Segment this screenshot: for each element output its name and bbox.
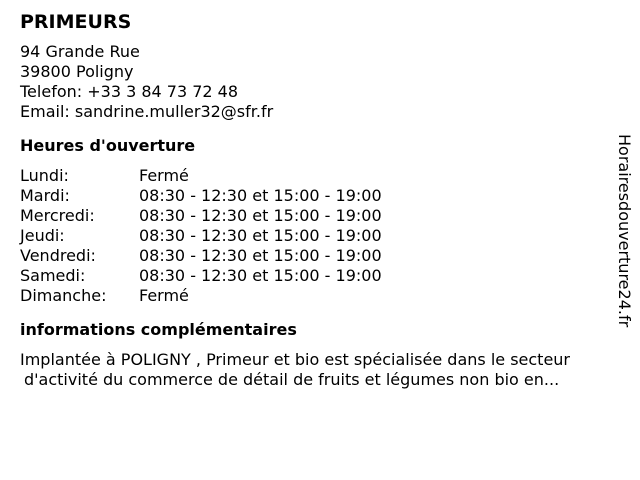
- phone-number: Telefon: +33 3 84 73 72 48: [20, 82, 239, 101]
- day-hours: 08:30 - 12:30 et 15:00 - 19:00: [139, 186, 382, 205]
- description-line-2: d'activité du commerce de détail de fruits et légumes non bio en...: [24, 370, 560, 389]
- hours-row-sunday: [20, 286, 610, 306]
- hours-row-friday: [20, 246, 610, 266]
- site-watermark: Horairesdouverture24.fr: [615, 134, 634, 328]
- address-line-1: 94 Grande Rue: [20, 42, 140, 61]
- business-name: PRIMEURS: [20, 11, 132, 33]
- hours-row-saturday: [20, 266, 610, 286]
- day-hours: Fermé: [139, 166, 189, 185]
- description-line-1: Implantée à POLIGNY , Primeur et bio est spécialisée dans le secteur: [20, 350, 570, 369]
- email-address: Email: sandrine.muller32@sfr.fr: [20, 102, 274, 121]
- day-label: Jeudi:: [20, 226, 65, 245]
- hours-row-monday: [20, 166, 610, 186]
- opening-hours-table: [20, 166, 610, 306]
- day-hours: Fermé: [139, 286, 189, 305]
- day-label: Mercredi:: [20, 206, 95, 225]
- day-label: Lundi:: [20, 166, 69, 185]
- day-label: Dimanche:: [20, 286, 107, 305]
- address-line-2: 39800 Poligny: [20, 62, 134, 81]
- day-hours: 08:30 - 12:30 et 15:00 - 19:00: [139, 206, 382, 225]
- day-hours: 08:30 - 12:30 et 15:00 - 19:00: [139, 226, 382, 245]
- day-hours: 08:30 - 12:30 et 15:00 - 19:00: [139, 266, 382, 285]
- day-label: Mardi:: [20, 186, 70, 205]
- day-label: Vendredi:: [20, 246, 96, 265]
- business-card: [20, 10, 610, 390]
- opening-hours-heading: Heures d'ouverture: [20, 136, 196, 155]
- day-label: Samedi:: [20, 266, 86, 285]
- hours-row-tuesday: [20, 186, 610, 206]
- hours-row-thursday: [20, 226, 610, 246]
- day-hours: 08:30 - 12:30 et 15:00 - 19:00: [139, 246, 382, 265]
- business-description: [20, 350, 610, 390]
- additional-info-heading: informations complémentaires: [20, 320, 297, 339]
- hours-row-wednesday: [20, 206, 610, 226]
